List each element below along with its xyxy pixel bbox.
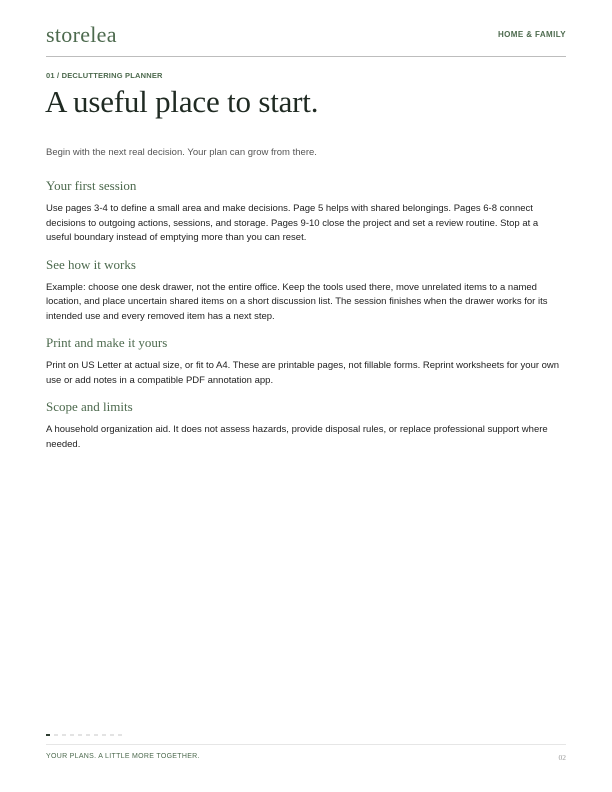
page-progress-indicator xyxy=(46,734,122,736)
intro-text: Begin with the next real decision. Your plan can grow from there. xyxy=(46,147,317,158)
footer-divider xyxy=(46,744,566,745)
section-print xyxy=(46,335,566,388)
page-title: A useful place to start. xyxy=(45,84,319,119)
section-heading: See how it works xyxy=(46,256,136,272)
section-how-it-works xyxy=(46,257,566,325)
section-body: Print on US Letter at actual size, or fit to A4. These are printable pages, not fillable forms. Reprint worksheets for your own use or add notes in a compatible PDF annotation app. xyxy=(46,360,560,386)
progress-dot xyxy=(94,734,98,736)
progress-dot xyxy=(46,734,50,736)
brand-logo: storelea xyxy=(46,22,117,47)
progress-dot xyxy=(78,734,82,736)
header-divider xyxy=(46,56,566,57)
section-first-session xyxy=(46,178,566,246)
section-heading: Your first session xyxy=(46,178,137,193)
content-sections xyxy=(46,178,566,463)
progress-dot xyxy=(118,734,122,736)
section-heading: Scope and limits xyxy=(46,399,133,414)
section-body: A household organization aid. It does not assess hazards, provide disposal rules, or replace professional support where needed. xyxy=(46,424,548,450)
progress-dot xyxy=(102,734,106,736)
section-body: Example: choose one desk drawer, not the entire office. Keep the tools used there, move unrelated items to a named location, and place uncertain shared items on a short discussion list. The session finishes when the drawer works for its intended use and every removed item has a next step. xyxy=(46,281,548,322)
progress-dot xyxy=(110,734,114,736)
page-number: 02 xyxy=(558,753,566,762)
footer-tagline: YOUR PLANS. A LITTLE MORE TOGETHER. xyxy=(46,753,200,760)
progress-dot xyxy=(70,734,74,736)
progress-dot xyxy=(54,734,58,736)
category-label: HOME & FAMILY xyxy=(497,30,566,39)
progress-dot xyxy=(62,734,66,736)
progress-dot xyxy=(86,734,90,736)
section-heading: Print and make it yours xyxy=(46,335,168,350)
section-body: Use pages 3-4 to define a small area and make decisions. Page 5 helps with shared belongings. Pages 6-8 connect decisions to outgoing actions, sessions, and storage. Pages 9-10 close the project and set a review routine. Stop at a useful boundary instead of emptying more than you can reset. xyxy=(46,203,539,243)
section-eyebrow: 01 / DECLUTTERING PLANNER xyxy=(46,71,163,80)
section-scope xyxy=(46,399,566,452)
